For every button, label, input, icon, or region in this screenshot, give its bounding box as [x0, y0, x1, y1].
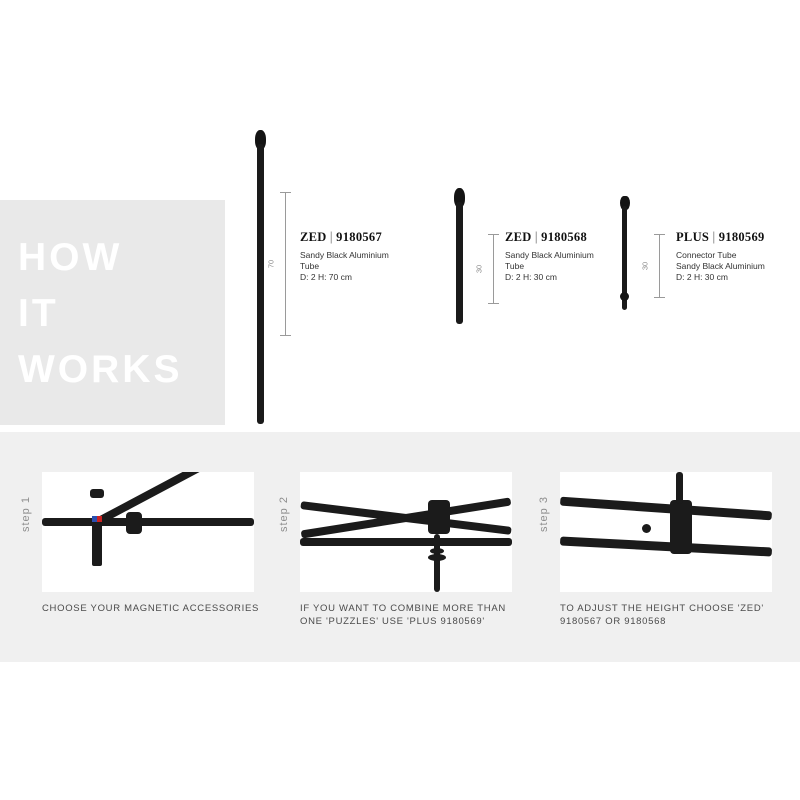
headline-line-1: HOW [18, 236, 123, 279]
lower-bar [300, 538, 512, 546]
product-desc-line-3: D: 2 H: 30 cm [676, 272, 728, 282]
product-desc-line-2: Tube [300, 261, 320, 271]
product-desc-line-3: D: 2 H: 70 cm [300, 272, 352, 282]
product-code: 9180569 [718, 230, 765, 244]
upper-bar [560, 497, 772, 521]
title-separator: | [712, 230, 716, 244]
product-desc-line-1: Connector Tube [676, 250, 737, 260]
product-title [676, 230, 765, 245]
product-description [505, 250, 594, 283]
dimension-ruler-3 [640, 234, 666, 298]
title-separator: | [329, 230, 334, 244]
clamp-icon [428, 500, 450, 534]
step-2-illustration [300, 472, 512, 592]
connector-ring-icon [428, 554, 446, 561]
zed-tube [676, 472, 683, 504]
lower-bar [560, 536, 772, 556]
magnet-cap [90, 489, 104, 498]
product-desc-line-1: Sandy Black Aluminium [300, 250, 389, 260]
connector-node-icon [620, 292, 629, 301]
product-name: ZED [505, 230, 532, 244]
product-name: PLUS [676, 230, 710, 244]
dimension-ruler-1 [266, 192, 292, 336]
adjust-knob-icon [642, 524, 651, 533]
step-2-caption: IF YOU WANT TO COMBINE MORE THAN ONE 'PUZZLES' USE 'PLUS 9180569' [300, 603, 506, 627]
step-3-illustration [560, 472, 772, 592]
step-1-caption: CHOOSE YOUR MAGNETIC ACCESSORIES [42, 603, 260, 614]
step-1-label: step 1 [20, 496, 32, 532]
ruler-line [493, 234, 494, 304]
product-title [505, 230, 594, 245]
headline-line-2: IT [18, 292, 59, 335]
ruler-cap-bottom [488, 303, 499, 304]
product-desc-line-1: Sandy Black Aluminium [505, 250, 594, 260]
ruler-label: 30 [640, 261, 650, 271]
product-description [676, 250, 765, 283]
plus-connector-tube [434, 534, 440, 592]
step-3-label: step 3 [538, 496, 550, 532]
ruler-label: 70 [266, 259, 276, 269]
steps-band [0, 432, 800, 662]
step-2-label: step 2 [278, 496, 290, 532]
magnet-accessory [92, 520, 102, 566]
product-label-zed-9180568 [505, 230, 594, 283]
product-code: 9180568 [541, 230, 588, 244]
product-label-plus-9180569 [676, 230, 765, 283]
ruler-cap-top [280, 192, 291, 193]
headline-line-3: WORKS [18, 348, 183, 391]
step-3-caption: TO ADJUST THE HEIGHT CHOOSE 'ZED' 9180567 OR 9180568 [560, 603, 764, 627]
title-separator: | [534, 230, 539, 244]
product-code: 9180567 [336, 230, 383, 244]
ruler-cap-top [654, 234, 665, 235]
dimension-ruler-2 [474, 234, 500, 304]
tube-body [257, 144, 264, 424]
clamp-icon [670, 500, 692, 554]
horizontal-bar [42, 518, 254, 526]
ruler-cap-bottom [280, 335, 291, 336]
product-name: ZED [300, 230, 327, 244]
ruler-line [659, 234, 660, 298]
product-label-zed-9180567 [300, 230, 389, 283]
ruler-cap-top [488, 234, 499, 235]
product-desc-line-2: Sandy Black Aluminium [676, 261, 765, 271]
step-1-illustration [42, 472, 254, 592]
product-title [300, 230, 389, 245]
ruler-label: 30 [474, 264, 484, 274]
magnet-poles-icon [92, 516, 102, 522]
clamp-icon [126, 512, 142, 534]
product-description [300, 250, 389, 283]
ruler-cap-bottom [654, 297, 665, 298]
tube-body [456, 202, 463, 324]
product-desc-line-3: D: 2 H: 30 cm [505, 272, 557, 282]
ruler-line [285, 192, 286, 336]
product-desc-line-2: Tube [505, 261, 525, 271]
cross-bar-b [301, 497, 512, 538]
